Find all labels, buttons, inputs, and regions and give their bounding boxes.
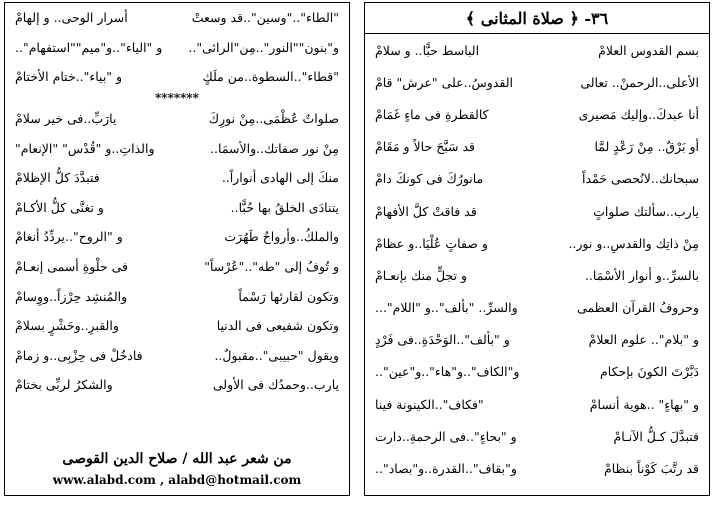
verse-second-hemistich: فى حلْوةِ أسمى إنعـامْ <box>15 259 128 275</box>
verse-second-hemistich: و "بحاءٍ"..فى الرحمةِ..دارت <box>375 428 517 444</box>
verse-second-hemistich: و تجلٍّ منك بإنعـامْ <box>375 267 467 283</box>
verse-second-hemistich: و "الروح"..يردِّدُ أنغامْ <box>15 229 123 245</box>
verse-line <box>365 66 709 98</box>
verse-line <box>365 388 709 420</box>
verse-second-hemistich: يارَبِّ..فى خير سلامْ <box>15 111 117 127</box>
verse-line <box>365 195 709 227</box>
verse-line <box>5 341 349 371</box>
verse-line <box>5 33 349 63</box>
contact-info: www.alabd.com , alabd@hotmail.com <box>52 473 302 487</box>
verse-second-hemistich: و"بقاف"..القدرة..و"بصاد".. <box>375 461 517 477</box>
verse-second-hemistich: أسرار الوحى.. و إلهامْ <box>15 10 128 26</box>
verse-second-hemistich: والذاتِ..و "قُدْس" "الإنعام" <box>15 140 155 156</box>
verse-first-hemistich: صلواتٌ عُظْمَى..مِنْ نورِكَ <box>208 111 339 127</box>
verse-second-hemistich: و "بياء"..ختام الأختامْ <box>15 69 123 85</box>
verse-line <box>365 163 709 195</box>
verse-second-hemistich: فتبدَّدَ كلُّ الإظلامْ <box>15 170 100 186</box>
right-verse-list <box>365 34 709 485</box>
verse-second-hemistich: والقبرِ..وحَشْرٍ بسلامْ <box>15 318 119 334</box>
verse-first-hemistich: بسم القدوس العلامْ <box>598 42 699 58</box>
verse-line <box>365 356 709 388</box>
verse-second-hemistich: "فكاف"..الكينونة فينا <box>375 396 484 412</box>
verse-first-hemistich: دَبَّرْتَ الكونَ بإحكام <box>600 364 699 380</box>
verse-line <box>365 324 709 356</box>
verse-first-hemistich: وتكون لقارئها رَسْماً <box>238 288 339 304</box>
verse-line <box>365 259 709 291</box>
verse-line <box>5 3 349 33</box>
verse-first-hemistich: و"بنون""النور"..مِن"الرائى".. <box>188 39 339 55</box>
verse-second-hemistich: و "بألف"..الوَحْدَةِ..فى فَرْدٍ <box>375 332 510 348</box>
verse-first-hemistich: و تُوفُ إلى "طه".."عُرْساً" <box>204 259 339 275</box>
verse-first-hemistich: مِنْ نور صفاتك..والأسمَا.. <box>210 140 339 156</box>
verse-first-hemistich: الأعلى..الرحمنْ.. تعالى <box>580 74 699 90</box>
verse-second-hemistich: الباسط حبًّا.. و سلامْ <box>375 42 480 58</box>
verse-second-hemistich: مانورُكَ فى كونكَ دامْ <box>375 171 484 187</box>
verse-first-hemistich: منكَ إلى الهادى أنواراً.. <box>221 170 339 186</box>
stars-divider: ******* <box>155 90 199 105</box>
verse-second-hemistich: والسرِّ.. "بألف"..و "اللام"... <box>375 300 518 316</box>
verse-second-hemistich: قد سَبَّحَ حالاً و مَقَامْ <box>375 139 476 155</box>
verse-line <box>365 227 709 259</box>
verse-first-hemistich: يتنادَى الخلقُ بها حُبًّا.. <box>230 199 339 215</box>
right-poem-panel <box>364 2 710 496</box>
verse-first-hemistich: و "بلام".. علوم العلامْ <box>588 332 699 348</box>
verse-line <box>5 311 349 341</box>
verse-first-hemistich: "قطاء"..السطوة..من ملَكٍ <box>202 69 339 85</box>
verse-first-hemistich: بالسرِّ..و أنوار الأسْمَا.. <box>584 267 699 283</box>
verse-line <box>365 98 709 130</box>
author-credit: من شعر عبد الله / صلاح الدين القوصى <box>62 451 292 467</box>
verse-first-hemistich: يارب..وحمدُك فى الأولى <box>212 377 339 393</box>
verse-first-hemistich: قد رتَّبَ كَوْناً بنظامْ <box>604 461 699 477</box>
verse-first-hemistich: فتبدَّلَ كـلُّ الآنـامْ <box>613 428 699 444</box>
verse-second-hemistich: و تغنَّى كلُّ الأكـامْ <box>15 199 104 215</box>
verse-line <box>5 281 349 311</box>
verse-second-hemistich: القدوسُ..على "عرش" قامْ <box>375 74 514 90</box>
verse-second-hemistich: والمُنشِد حِرْزاً..ووِسامْ <box>15 288 128 304</box>
verse-first-hemistich: مِنْ ذاتِك والقدسِ..و نور.. <box>568 235 699 251</box>
verse-first-hemistich: أو بَرْقٌ.. مِنْ رَعْدٍ لمَّا <box>594 139 699 155</box>
verse-second-hemistich: فادخُلْ فى حِزْبِى..و زمامْ <box>15 347 143 363</box>
verse-first-hemistich: وحروفُ القرآن العظمى <box>577 300 699 316</box>
verse-line <box>5 163 349 193</box>
verse-second-hemistich: و"الكاف"..و"هاء"..و"عين".. <box>375 364 520 380</box>
left-verse-list-top <box>5 3 349 92</box>
verse-line <box>365 131 709 163</box>
verse-first-hemistich: أنا عبدكَ..وإليك مَصيرى <box>578 106 699 122</box>
left-verse-list-bottom <box>5 104 349 400</box>
verse-line <box>5 252 349 282</box>
verse-first-hemistich: و "بهاءٍ" ..هوية أنسامْ <box>589 396 699 412</box>
verse-first-hemistich: يارب..سألتك صلواتٍ <box>593 203 699 219</box>
verse-line <box>5 62 349 92</box>
poem-title: ٣٦- ﴿ صلاة المثانى ﴾ <box>365 3 709 34</box>
verse-second-hemistich: و "الياء"..و"ميم""استفهام".. <box>15 39 163 55</box>
verse-second-hemistich: كالقطرةِ فى ماءٍ غَمَامْ <box>375 106 489 122</box>
verse-line <box>5 133 349 163</box>
verse-first-hemistich: والملكُ..وأرواحٌ طَهُرَت <box>224 229 339 245</box>
verse-first-hemistich: سبحانك..لانُحصى حَمْداً <box>582 171 699 187</box>
verse-second-hemistich: والشكرُ لربِّى بختامْ <box>15 377 113 393</box>
verse-line <box>5 104 349 134</box>
verse-line <box>5 222 349 252</box>
verse-line <box>365 452 709 484</box>
verse-second-hemistich: و صفاتٍ عُلْيَا..و عظامْ <box>375 235 488 251</box>
verse-line <box>365 420 709 452</box>
verse-first-hemistich: ويقول "حبيبى"..مقبولٌ.. <box>214 347 339 363</box>
left-poem-panel <box>4 2 350 496</box>
verse-line <box>365 34 709 66</box>
verse-line <box>365 292 709 324</box>
verse-first-hemistich: وتكون شفيعى فى الدنيا <box>216 318 339 334</box>
verse-second-hemistich: قد فاقتْ كلَّ الأفهامْ <box>375 203 477 219</box>
verse-first-hemistich: "الطاء".."وسين"..قد وسعتْ <box>191 10 339 26</box>
verse-line <box>5 193 349 223</box>
verse-line <box>5 370 349 400</box>
